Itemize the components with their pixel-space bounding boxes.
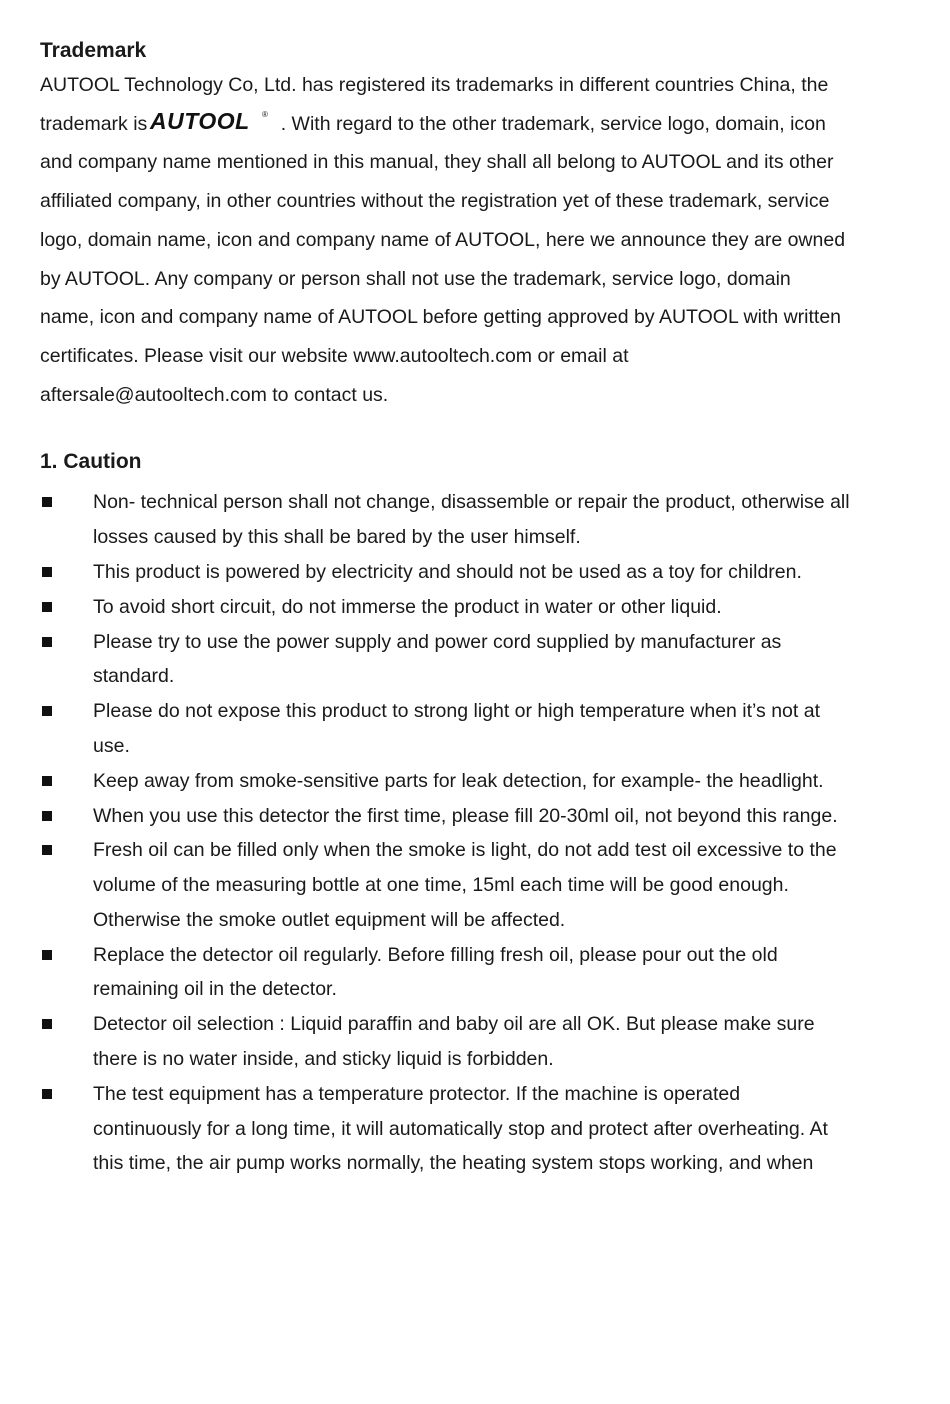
caution-item: To avoid short circuit, do not immerse the product in water or other liquid.	[40, 590, 850, 625]
square-bullet-icon	[42, 845, 52, 855]
section-spacer	[40, 414, 850, 447]
caution-heading: 1. Caution	[40, 450, 142, 474]
autool-logo-graphic	[149, 109, 271, 133]
caution-item: The test equipment has a temperature protector. If the machine is operated continuously for a long time, it will automatically stop and protect after overheating. At this time, the air pump works normally, the heating system stops working, and when	[40, 1077, 850, 1181]
square-bullet-icon	[42, 567, 52, 577]
autool-logo-text: AUTOOL	[150, 108, 250, 133]
square-bullet-icon	[42, 776, 52, 786]
caution-item: When you use this detector the first time, please fill 20-30ml oil, not beyond this range.	[40, 799, 850, 834]
square-bullet-icon	[42, 1019, 52, 1029]
trademark-paragraph	[40, 66, 850, 414]
caution-item: Non- technical person shall not change, disassemble or repair the product, otherwise all losses caused by this shall be bared by the user himself.	[40, 485, 850, 555]
trademark-text-before-logo: AUTOOL Technology Co, Ltd. has registered its trademarks in different countries China, the trademark is	[40, 74, 829, 135]
caution-item: Please do not expose this product to strong light or high temperature when it’s not at use.	[40, 694, 850, 764]
square-bullet-icon	[42, 602, 52, 612]
caution-item: This product is powered by electricity and should not be used as a toy for children.	[40, 555, 850, 590]
square-bullet-icon	[42, 706, 52, 716]
square-bullet-icon	[42, 637, 52, 647]
caution-list	[40, 485, 850, 1181]
caution-item: Fresh oil can be filled only when the smoke is light, do not add test oil excessive to the volume of the measuring bottle at one time, 15ml each time will be good enough. Otherwise the smoke outlet equipment will be affected.	[40, 833, 850, 937]
autool-logo	[149, 109, 271, 133]
caution-item: Please try to use the power supply and power cord supplied by manufacturer as standard.	[40, 625, 850, 695]
caution-item: Keep away from smoke-sensitive parts for leak detection, for example- the headlight.	[40, 764, 850, 799]
square-bullet-icon	[42, 1089, 52, 1099]
manual-page	[40, 36, 850, 1181]
trademark-heading: Trademark	[40, 39, 147, 62]
square-bullet-icon	[42, 811, 52, 821]
square-bullet-icon	[42, 497, 52, 507]
caution-item: Replace the detector oil regularly. Before filling fresh oil, please pour out the old remaining oil in the detector.	[40, 938, 850, 1008]
caution-item: Detector oil selection : Liquid paraffin and baby oil are all OK. But please make sure there is no water inside, and sticky liquid is forbidden.	[40, 1007, 850, 1077]
registered-mark: ®	[262, 109, 269, 119]
square-bullet-icon	[42, 950, 52, 960]
trademark-text-after-logo: . With regard to the other trademark, service logo, domain, icon and company name mentioned in this manual, they shall all belong to AUTOOL and its other affiliated company, in other countries without the registration yet of these trademark, service logo, domain name, icon and company name of AUTOOL, here we announce they are owned by AUTOOL. Any company or person shall not use the trademark, service logo, domain name, icon and company name of AUTOOL before getting approved by AUTOOL with written certificates. Please visit our website www.autooltech.com or email at aftersale@autooltech.com to contact us.	[40, 112, 846, 406]
